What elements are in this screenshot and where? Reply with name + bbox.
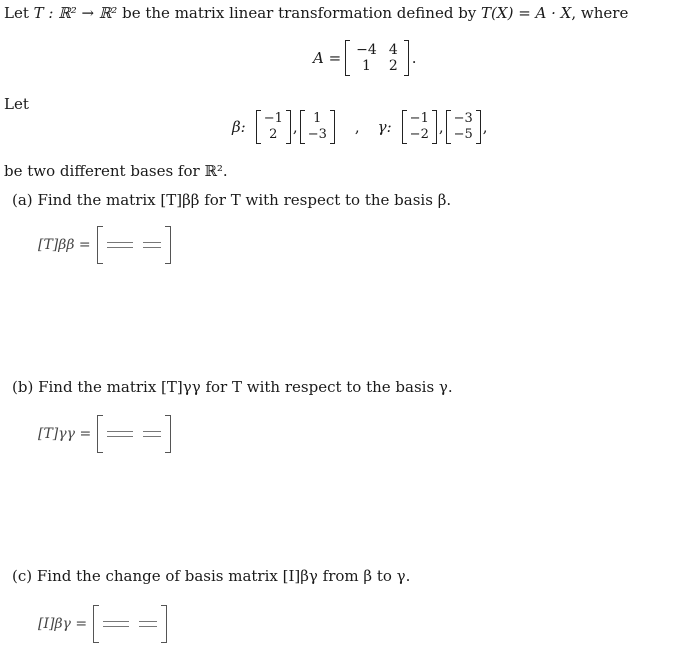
answer-blank[interactable] bbox=[139, 621, 157, 622]
matrix-a-entry: 2 bbox=[388, 58, 398, 74]
answer-blank[interactable] bbox=[139, 626, 157, 627]
answer-label: [T]ββ = bbox=[38, 237, 91, 253]
answer-blank[interactable] bbox=[103, 621, 129, 622]
part-b-answer bbox=[38, 415, 171, 453]
part-label: (b) bbox=[12, 378, 34, 396]
answer-blank[interactable] bbox=[143, 247, 161, 248]
matrix-a-entry: 1 bbox=[362, 58, 371, 74]
let-label: Let bbox=[4, 95, 29, 113]
part-c-question bbox=[12, 567, 410, 585]
answer-blank[interactable] bbox=[107, 247, 133, 248]
part-label: (c) bbox=[12, 567, 33, 585]
part-a-answer bbox=[38, 226, 171, 264]
transformation-definition: T(X) = A · X bbox=[481, 4, 572, 22]
vector-entry: −3 bbox=[453, 111, 473, 126]
answer-blank[interactable] bbox=[143, 431, 161, 432]
part-a-question bbox=[12, 191, 451, 209]
vector-entry: 2 bbox=[269, 127, 278, 142]
matrix-a-period: . bbox=[411, 49, 417, 67]
comma: , bbox=[482, 118, 488, 136]
answer-blank[interactable] bbox=[143, 242, 161, 243]
beta-vector-1 bbox=[256, 110, 291, 144]
intro-line bbox=[4, 4, 628, 22]
vector-entry: 1 bbox=[313, 111, 322, 126]
part-label: (a) bbox=[12, 191, 33, 209]
comma: , bbox=[354, 118, 360, 136]
comma: , bbox=[438, 118, 444, 136]
matrix-a-entry: 4 bbox=[388, 42, 398, 58]
matrix-a-entry: −4 bbox=[356, 42, 377, 58]
matrix-a bbox=[313, 40, 417, 76]
part-c-answer bbox=[38, 605, 167, 643]
part-text: Find the matrix [T]ββ for T with respect to the basis β. bbox=[37, 191, 452, 209]
vector-entry: −2 bbox=[409, 127, 429, 142]
part-text: Find the matrix [T]γγ for T with respect to the basis γ. bbox=[38, 378, 453, 396]
beta-name: β: bbox=[232, 118, 246, 136]
answer-blank[interactable] bbox=[143, 436, 161, 437]
comma: , bbox=[292, 118, 298, 136]
vector-entry: −1 bbox=[409, 111, 429, 126]
answer-label: [I]βγ = bbox=[38, 616, 88, 632]
vector-entry: −1 bbox=[263, 111, 283, 126]
beta-vector-2 bbox=[300, 110, 335, 144]
gamma-vector-1 bbox=[402, 110, 437, 144]
answer-blank[interactable] bbox=[107, 431, 133, 432]
gamma-name: γ: bbox=[377, 118, 392, 136]
answer-blank[interactable] bbox=[107, 436, 133, 437]
intro-text-1: Let bbox=[4, 4, 29, 22]
bases-line bbox=[232, 110, 488, 144]
answer-label: [T]γγ = bbox=[38, 426, 92, 442]
answer-blank[interactable] bbox=[107, 242, 133, 243]
vector-entry: −5 bbox=[453, 127, 473, 142]
vector-entry: −3 bbox=[307, 127, 327, 142]
intro-text-3: , where bbox=[571, 4, 629, 22]
bases-note: be two different bases for ℝ². bbox=[4, 162, 228, 180]
part-text: Find the change of basis matrix [I]βγ from β to γ. bbox=[36, 567, 411, 585]
part-b-question bbox=[12, 378, 453, 396]
intro-text-2: be the matrix linear transformation defined by bbox=[122, 4, 477, 22]
gamma-vector-2 bbox=[446, 110, 481, 144]
answer-blank[interactable] bbox=[103, 626, 129, 627]
matrix-a-name: A = bbox=[313, 49, 342, 67]
transformation-map: T : ℝ² → ℝ² bbox=[33, 4, 118, 22]
